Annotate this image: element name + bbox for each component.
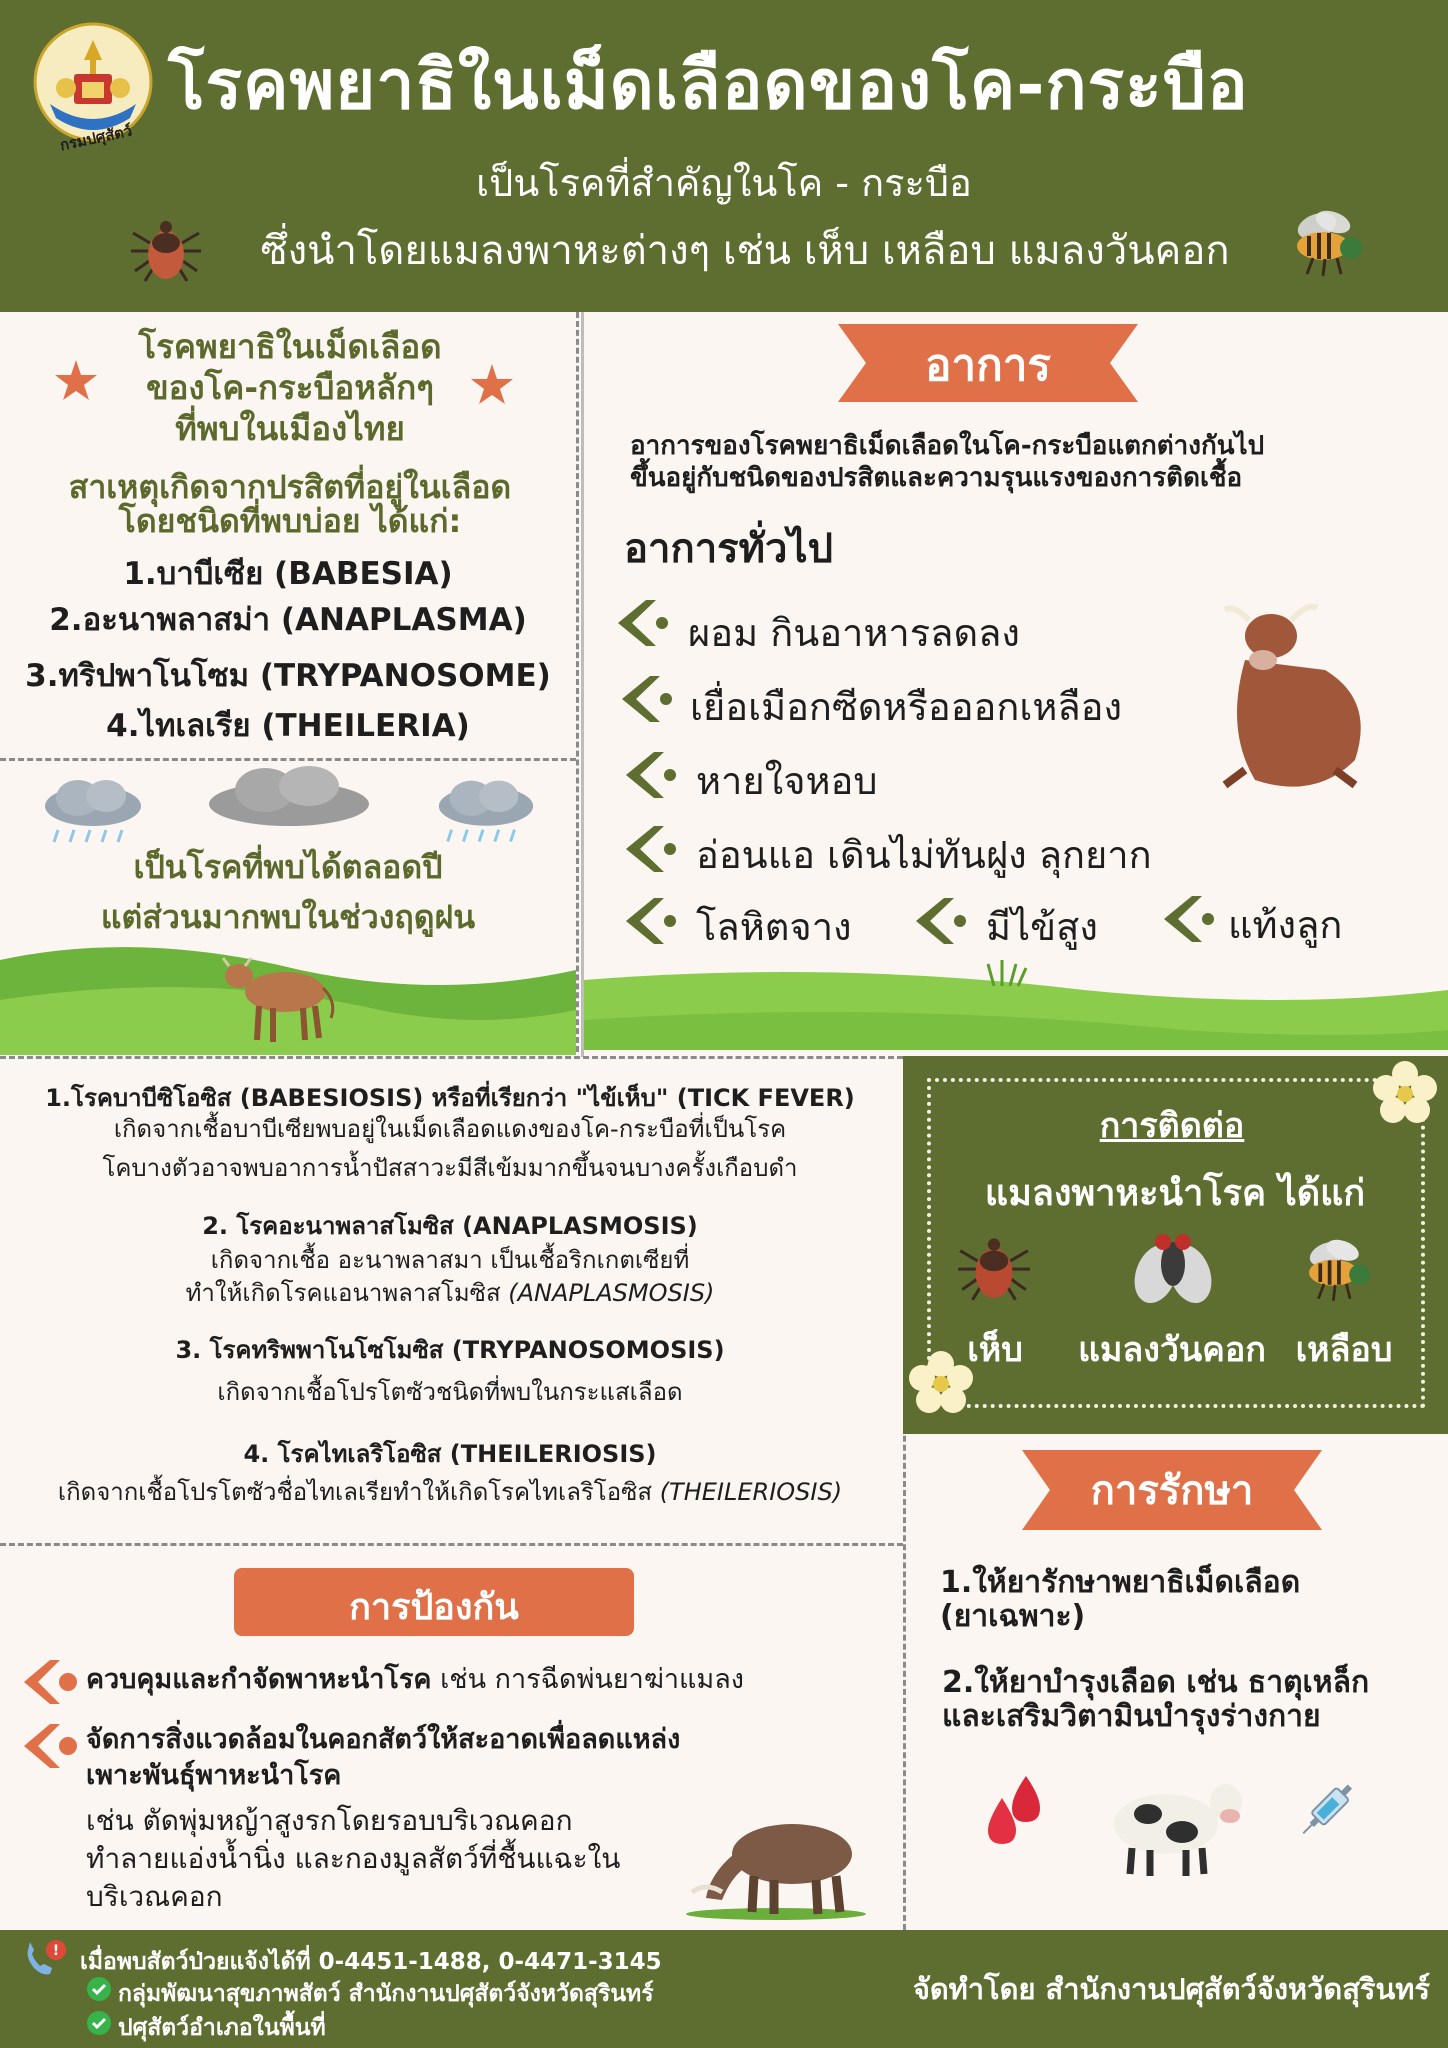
season-line: แต่ส่วนมากพบในช่วงฤดูฝน — [100, 898, 476, 936]
parasite-item: 1.บาบีเซีย (BABESIA) — [123, 556, 453, 592]
disease-title: 3. โรคทริพพาโนโซโมซิส (TRYPANOSOMOSIS) — [175, 1336, 725, 1364]
page-title: โรคพยาธิในเม็ดเลือดของโค-กระบือ — [168, 46, 1249, 125]
symptom-item: โลหิตจาง — [696, 905, 852, 949]
prevention-item-line: เพาะพันธุ์พาหะนำโรค — [86, 1760, 342, 1791]
symptom-item: หายใจหอบ — [696, 759, 878, 803]
prevention-item-detail: เช่น การฉีดพ่นยาฆ่าแมลง — [431, 1664, 744, 1695]
chevron-left-icon — [916, 898, 968, 944]
parasite-item: 3.ทริปพาโนโซม (TRYPANOSOME) — [25, 658, 551, 694]
phone-alert-icon — [22, 1938, 70, 1978]
section-divider — [0, 1543, 903, 1546]
treatment-item — [940, 1566, 1300, 1634]
stable-fly-icon — [1130, 1224, 1216, 1310]
tick-icon — [125, 205, 207, 287]
svg-text:!: ! — [52, 1943, 60, 1959]
prevention-item — [86, 1722, 866, 1794]
treatment-item — [942, 1666, 1369, 1734]
general-symptoms-title: อาการทั่วไป — [624, 526, 833, 572]
season-note — [0, 842, 576, 942]
disease-title: 2. โรคอะนาพลาสโมซิส (ANAPLASMOSIS) — [202, 1212, 698, 1240]
cause-line: โดยชนิดที่พบบ่อย ได้แก่: — [118, 502, 462, 540]
section-divider — [0, 1056, 903, 1059]
chevron-left-icon — [626, 826, 678, 872]
prevention-detail-line: ทำลายแอ่งน้ำนิ่ง และกองมูลสัตว์ที่ชื้นแฉะใน — [86, 1842, 621, 1875]
treatment-line: 1.ให้ยารักษาพยาธิเม็ดเลือด — [940, 1565, 1301, 1600]
check-icon — [86, 2010, 112, 2036]
horsefly-icon — [1292, 1226, 1384, 1310]
overview-title-line: โรคพยาธิในเม็ดเลือด — [138, 327, 442, 366]
disease-line — [0, 1476, 900, 1509]
disease-description — [0, 1244, 900, 1310]
treatment-line: (ยาเฉพาะ) — [940, 1599, 1086, 1634]
syringe-icon — [1288, 1770, 1368, 1850]
symptom-intro-line: ขึ้นอยู่กับชนิดของปรสิตและความรุนแรงของการติดเชื้อ — [630, 463, 1243, 493]
chevron-left-icon — [618, 600, 670, 646]
disease-line: เกิดจากเชื้อโปรโตซัวชนิดที่พบในกระแสเลือด — [217, 1378, 683, 1406]
overview-title-line: ของโค-กระบือหลักๆ — [146, 368, 434, 407]
overview-title — [60, 326, 520, 449]
contact-item: ปศุสัตว์อำเภอในพื้นที่ — [118, 2015, 326, 2041]
disease-line: เกิดจากเชื้อ อะนาพลาสมา เป็นเชื้อริกเกตเซียที่ — [210, 1246, 690, 1274]
rain-cloud-icon — [432, 776, 540, 850]
vector-label: เห็บ — [967, 1330, 1023, 1370]
disease-line: โคบางตัวอาจพบอาการน้ำปัสสาวะมีสีเข้มมากขึ้นจนบางครั้งเกือบดำ — [102, 1154, 798, 1182]
check-icon — [86, 1976, 112, 2002]
parasite-item: 4.ไทเลเรีย (THEILERIA) — [106, 708, 470, 744]
prevention-detail — [86, 1802, 686, 1916]
overview-title-line: ที่พบในเมืองไทย — [175, 409, 405, 448]
season-line: เป็นโรคที่พบได้ตลอดปี — [133, 848, 443, 886]
chevron-left-icon — [1164, 896, 1216, 942]
symptom-item: ผอม กินอาหารลดลง — [688, 611, 1020, 655]
arrow-left-icon — [24, 1724, 80, 1768]
report-phone: เมื่อพบสัตว์ป่วยแจ้งได้ที่ 0-4451-1488, 0-4471-3145 — [80, 1949, 662, 1975]
chevron-left-icon — [626, 898, 678, 944]
vector-label: เหลือบ — [1295, 1330, 1393, 1370]
disease-title: 4. โรคไทเลริโอซิส (THEILERIOSIS) — [243, 1440, 657, 1468]
chevron-left-icon — [626, 752, 678, 798]
parasite-item: 2.อะนาพลาสม่า (ANAPLASMA) — [49, 602, 527, 638]
prevention-item-line: จัดการสิ่งแวดล้อมในคอกสัตว์ให้สะอาดเพื่อลดแหล่ง — [86, 1724, 681, 1755]
prevention-item-lead: ควบคุมและกำจัดพาหะนำโรค — [86, 1664, 432, 1695]
section-divider — [0, 758, 576, 761]
cloud-icon — [205, 764, 373, 828]
disease-line-text: เกิดจากเชื้อโปรโตซัวชื่อไทเลเรียทำให้เกิดโรคไทเลริโอซิส — [57, 1478, 653, 1506]
cow-icon — [215, 946, 339, 1046]
symptom-intro — [630, 430, 1390, 494]
cause-text — [10, 470, 570, 538]
transmission-subtitle: แมลงพาหะนำโรค ได้แก่ — [984, 1173, 1366, 1214]
column-divider — [576, 312, 579, 1052]
sick-cow-icon — [1205, 580, 1385, 800]
treatment-line: และเสริมวิตามินบำรุงร่างกาย — [942, 1699, 1321, 1734]
disease-line-text: ทำให้เกิดโรคแอนาพลาสโมซิส — [185, 1279, 501, 1307]
prevention-heading: การป้องกัน — [349, 1587, 519, 1628]
treatment-line: 2.ให้ยาบำรุงเลือด เช่น ธาตุเหล็ก — [942, 1665, 1370, 1700]
disease-title: 1.โรคบาบีซิโอซิส (BABESIOSIS) หรือที่เรียกว่า "ไข้เห็บ" (TICK FEVER) — [45, 1084, 855, 1112]
symptom-item: แท้งลูก — [1228, 903, 1343, 947]
prevention-detail-line: เช่น ตัดพุ่มหญ้าสูงรกโดยรอบบริเวณคอก — [86, 1804, 573, 1837]
disease-description — [0, 1113, 900, 1185]
symptom-item: อ่อนแอ เดินไม่ทันฝูง ลุกยาก — [696, 833, 1152, 877]
page-tagline: ซึ่งนำโดยแมลงพาหะต่างๆ เช่น เห็บ เหลือบ แมลงวันคอก — [260, 228, 1230, 274]
vector-label: แมลงวันคอก — [1078, 1330, 1266, 1370]
blood-drop-icon — [980, 1770, 1052, 1850]
grass-hills — [584, 950, 1448, 1050]
rain-cloud-icon — [38, 776, 148, 850]
disease-line: เกิดจากเชื้อบาบีเซียพบอยู่ในเม็ดเลือดแดงของโค-กระบือที่เป็นโรค — [113, 1115, 787, 1143]
buffalo-icon — [676, 1796, 874, 1921]
disease-line — [0, 1277, 900, 1310]
treatment-heading: การรักษา — [1090, 1468, 1254, 1514]
cause-line: สาเหตุเกิดจากปรสิตที่อยู่ในเลือด — [68, 468, 512, 506]
symptom-item: เยื่อเมือกซีดหรือออกเหลือง — [690, 685, 1123, 729]
chevron-left-icon — [622, 676, 674, 722]
contact-item: กลุ่มพัฒนาสุขภาพสัตว์ สำนักงานปศุสัตว์จังหวัดสุรินทร์ — [118, 1981, 654, 2007]
logo-caption: กรมปศุสัตว์ — [58, 121, 134, 155]
dairy-cow-icon — [1098, 1762, 1248, 1882]
prevention-detail-line: บริเวณคอก — [86, 1880, 223, 1913]
column-divider-solid — [581, 312, 584, 1057]
disease-description — [0, 1476, 900, 1509]
symptom-heading: อาการ — [924, 340, 1052, 391]
horsefly-icon — [1283, 196, 1373, 286]
credit-text: จัดทำโดย สำนักงานปศุสัตว์จังหวัดสุรินทร์ — [912, 1972, 1430, 2006]
symptom-item: มีไข้สูง — [986, 905, 1098, 949]
page-subtitle: เป็นโรคที่สำคัญในโค - กระบือ — [476, 161, 972, 205]
disease-latin: (THEILERIOSIS) — [659, 1478, 843, 1506]
tick-icon — [950, 1222, 1038, 1306]
arrow-left-icon — [24, 1660, 80, 1704]
disease-description — [0, 1376, 900, 1409]
prevention-item — [86, 1662, 906, 1698]
transmission-heading: การติดต่อ — [1099, 1106, 1245, 1146]
symptom-intro-line: อาการของโรคพยาธิเม็ดเลือดในโค-กระบือแตกต่างกันไป — [630, 431, 1265, 461]
disease-latin: (ANAPLASMOSIS) — [508, 1279, 715, 1307]
